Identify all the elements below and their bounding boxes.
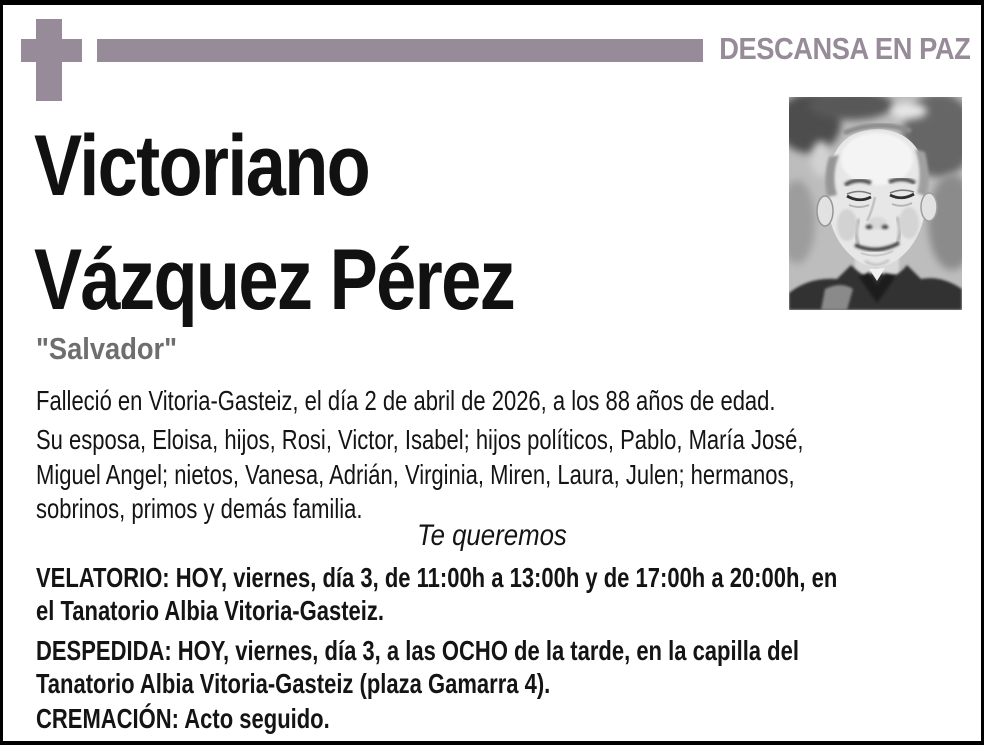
deceased-name-line1: Victoriano — [34, 118, 370, 214]
family-line: sobrinos, primos y demás familia. — [36, 493, 363, 524]
farewell-message: Te queremos — [417, 519, 567, 552]
family-line: Su esposa, Eloisa, hijos, Rosi, Victor, Isabel; hijos políticos, Pablo, María José, — [36, 424, 804, 455]
farewell-service-details — [36, 634, 799, 700]
header-rule — [97, 39, 703, 62]
family-paragraph — [36, 423, 804, 527]
rest-in-peace-motto: DESCANSA EN PAZ — [718, 31, 970, 66]
cross-icon-horizontal-arm — [21, 39, 82, 62]
farewell-service-line: DESPEDIDA: HOY, viernes, día 3, a las OCHO de la tarde, en la capilla del — [36, 635, 799, 666]
death-statement: Falleció en Vitoria-Gasteiz, el día 2 de abril de 2026, a los 88 años de edad. — [36, 385, 776, 416]
family-line: Miguel Angel; nietos, Vanesa, Adrián, Virginia, Miren, Laura, Julen; hermanos, — [36, 458, 795, 490]
elderly-man-portrait-image — [789, 97, 962, 310]
wake-details-line: VELATORIO: HOY, viernes, día 3, de 11:00h a 13:00h y de 17:00h a 20:00h, en — [36, 562, 838, 593]
deceased-name — [34, 109, 514, 337]
deceased-nickname: "Salvador" — [36, 331, 178, 366]
deceased-name-line2: Vázquez Pérez — [34, 232, 515, 328]
wake-details — [36, 561, 837, 627]
portrait-photo — [789, 97, 962, 310]
cremation-details: CREMACIÓN: Acto seguido. — [36, 703, 330, 734]
wake-details-line: el Tanatorio Albia Vitoria-Gasteiz. — [36, 595, 385, 626]
farewell-service-line: Tanatorio Albia Vitoria-Gasteiz (plaza Gamarra 4). — [36, 668, 551, 699]
